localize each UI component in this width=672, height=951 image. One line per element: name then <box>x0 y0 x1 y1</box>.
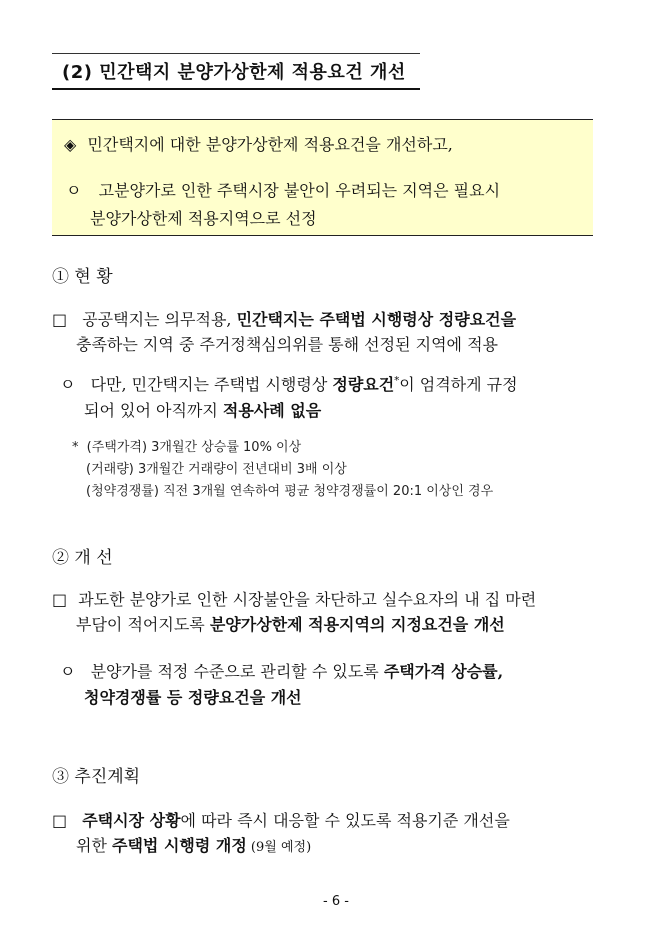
summary-line-1: ◈ 민간택지에 대한 분양가상한제 적용요건을 개선하고, <box>64 135 453 154</box>
plan-paragraph-1-cont: 위한 주택법 시행령 개정 (9월 예정) <box>76 836 312 855</box>
improvement-paragraph-2: ㅇ 분양가를 적정 수준으로 관리할 수 있도록 주택가격 상승률, <box>60 662 504 681</box>
status-paragraph-1-cont: 충족하는 지역 중 주거정책심의위를 통해 선정된 지역에 적용 <box>76 335 499 354</box>
section-heading-status: ① 현 황 <box>52 267 113 287</box>
square-bullet-icon: □ <box>52 310 68 329</box>
diamond-icon: ◈ <box>64 135 77 154</box>
status-paragraph-1: □ 공공택지는 의무적용, 민간택지는 주택법 시행령상 정량요건을 <box>52 310 517 329</box>
square-bullet-icon: □ <box>52 590 68 609</box>
section-heading-improvement: ② 개 선 <box>52 548 113 568</box>
footnote-1: * (주택가격) 3개월간 상승률 10% 이상 <box>72 440 302 455</box>
summary-line-3: 분양가상한제 적용지역으로 선정 <box>90 209 317 228</box>
plan-paragraph-1: □ 주택시장 상황에 따라 즉시 대응할 수 있도록 적용기준 개선을 <box>52 811 510 830</box>
section-title-box <box>52 53 420 90</box>
summary-box <box>52 119 593 236</box>
status-paragraph-2-cont: 되어 있어 아직까지 적용사례 없음 <box>84 401 322 420</box>
improvement-paragraph-1-cont: 부담이 적어지도록 분양가상한제 적용지역의 지정요건을 개선 <box>76 615 505 634</box>
improvement-paragraph-1: □ 과도한 분양가로 인한 시장불안을 차단하고 실수요자의 내 집 마련 <box>52 590 537 609</box>
status-paragraph-2: ㅇ 다만, 민간택지는 주택법 시행령상 정량요건*이 엄격하게 규정 <box>60 375 518 394</box>
page-number: - 6 - <box>323 894 349 909</box>
summary-line-2: ㅇ 고분양가로 인한 주택시장 불안이 우려되는 지역은 필요시 <box>66 181 501 200</box>
footnote-2: (거래량) 3개월간 거래량이 전년대비 3배 이상 <box>86 462 347 477</box>
square-bullet-icon: □ <box>52 811 68 830</box>
circle-bullet-icon: ㅇ <box>60 662 76 681</box>
footnote-3: (청약경쟁률) 직전 3개월 연속하여 평균 청약경쟁률이 20:1 이상인 경우 <box>86 484 494 499</box>
circle-bullet-icon: ㅇ <box>66 181 82 200</box>
section-title: (2) 민간택지 분양가상한제 적용요건 개선 <box>62 62 406 83</box>
section-heading-plan: ③ 추진계획 <box>52 767 141 787</box>
improvement-paragraph-2-cont: 청약경쟁률 등 정량요건을 개선 <box>84 688 302 707</box>
circle-bullet-icon: ㅇ <box>60 375 76 394</box>
